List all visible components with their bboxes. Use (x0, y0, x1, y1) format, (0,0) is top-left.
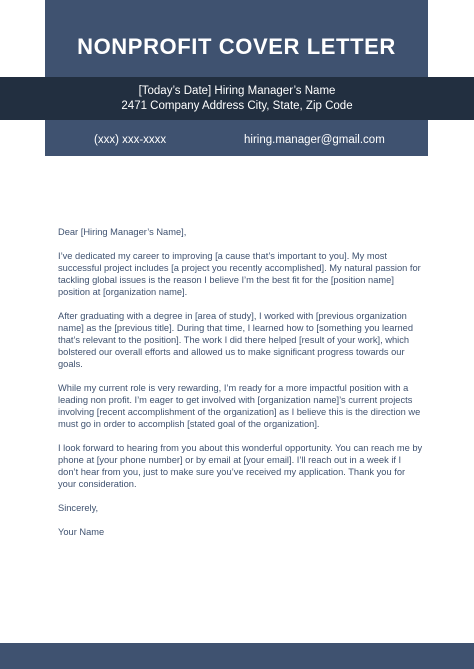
salutation: Dear [Hiring Manager’s Name], (58, 227, 187, 237)
letter-body (58, 226, 423, 538)
date-and-manager-line: [Today’s Date] Hiring Manager’s Name (138, 85, 336, 97)
paragraph-4: I look forward to hearing from you about this wonderful opportunity. You can reach me by phone at [your phone number] or by email at [your email]. I’ll reach out in a week if I don’t hear from you, just to make sure you’ve received my application. Thank you for your consideration. (58, 443, 423, 489)
email-address: hiring.manager@gmail.com (244, 134, 385, 146)
company-address-line: 2471 Company Address City, State, Zip Code (121, 100, 353, 112)
paragraph-2: After graduating with a degree in [area of study], I worked with [previous organization name] as the [previous title]. During that time, I learned how to [something you learned that’s relevant to the position]. The work I did there helped [result of your work], which bolstered our overall efforts and allowed us to make significant progress towards our goals. (58, 311, 414, 369)
closing: Sincerely, (58, 503, 99, 513)
signature-name: Your Name (58, 527, 105, 537)
paragraph-1: I’ve dedicated my career to improving [a cause that’s important to you]. My most successful project includes [a project you recently accomplished]. My natural passion for tackling global issues is the reason I believe I’m the best fit for the [position name] position at [organization name]. (58, 251, 421, 297)
header-top-block (45, 0, 428, 77)
paragraph-3: While my current role is very rewarding, I’m ready for a more impactful position with a leading non profit. I’m eager to get involved with [organization name]’s current projects involving [recent accomplishment of the organization] as I believe this is the direction we must go in order to accomplish [stated goal of the organization]. (58, 383, 421, 429)
footer-bar (0, 643, 474, 669)
document-title: NONPROFIT COVER LETTER (77, 34, 396, 59)
recipient-band (0, 77, 474, 120)
phone-number: (xxx) xxx-xxxx (94, 134, 167, 146)
